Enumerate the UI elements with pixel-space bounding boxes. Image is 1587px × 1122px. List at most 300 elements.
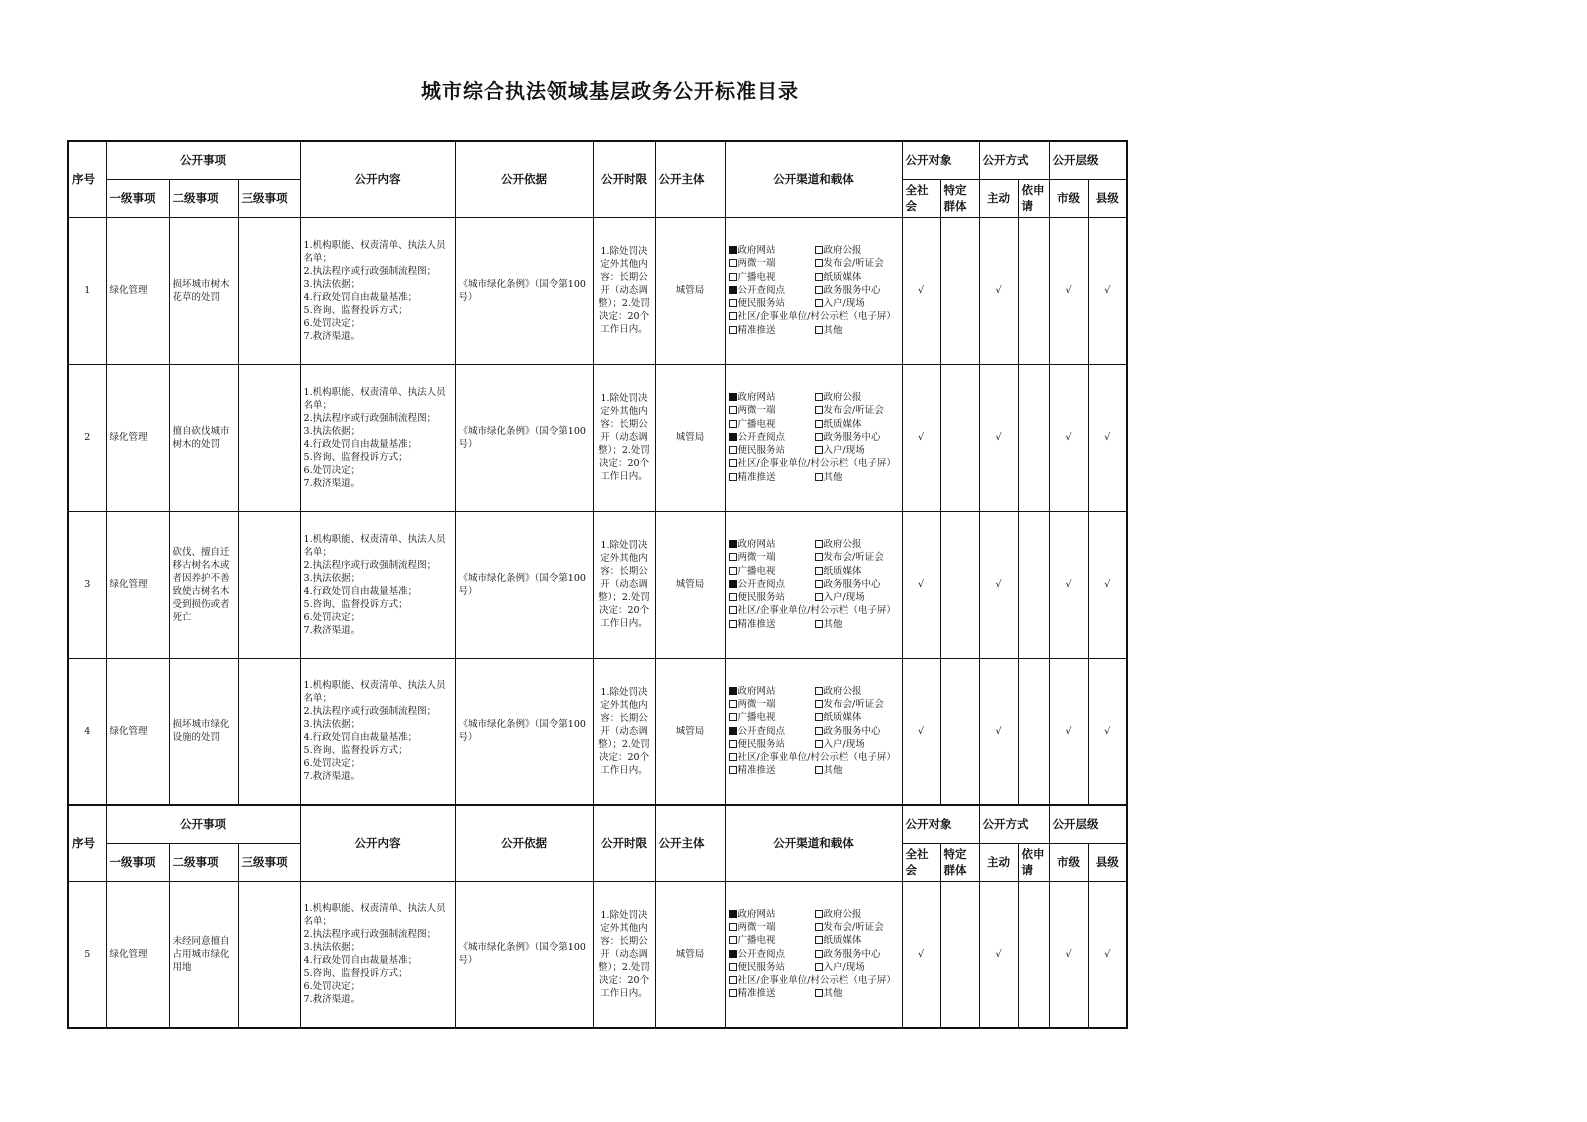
channel-option-paper-media [815, 418, 901, 431]
unchecked-box-icon [729, 753, 737, 761]
row-level3 [238, 511, 300, 658]
checked-box-icon [729, 727, 737, 735]
checked-box-icon [729, 433, 737, 441]
channel-option-label: 便民服务站 [737, 298, 786, 310]
table-row [68, 511, 1127, 658]
unchecked-box-icon [729, 420, 737, 428]
channel-option-service-center [815, 284, 901, 297]
row-subject: 城管局 [655, 364, 725, 511]
channel-option-precise-push [729, 471, 815, 484]
unchecked-box-icon [815, 540, 823, 548]
channel-option-service-center [815, 725, 901, 738]
channel-option-label: 发布会/听证会 [823, 552, 884, 564]
row-content: 1.机构职能、权责清单、执法人员名单； 2.执法程序或行政强制流程图； 3.执法依据； 4.行政处罚自由裁量基准； 5.咨询、监督投诉方式； 6.处罚决定； 7.救济渠道。 [300, 511, 455, 658]
channel-option-press [815, 921, 901, 934]
channel-option-paper-media [815, 271, 901, 284]
header-audience-all: 全社会 [902, 179, 940, 217]
channel-option-label: 政务服务中心 [823, 284, 881, 296]
row-level3 [238, 217, 300, 364]
header-method-active: 主动 [979, 843, 1018, 881]
header-seq: 序号 [68, 141, 106, 217]
channel-list [729, 538, 899, 631]
unchecked-box-icon [729, 976, 737, 984]
header-level: 公开层级 [1049, 141, 1127, 179]
header-row [68, 805, 1127, 843]
unchecked-box-icon [729, 446, 737, 454]
channel-option-door [815, 591, 901, 604]
channel-option-service-center [815, 948, 901, 961]
row-level-county: √ [1088, 658, 1127, 805]
channel-option-label: 入户/现场 [823, 445, 865, 457]
row-seq: 3 [68, 511, 106, 658]
channel-option-precise-push [729, 618, 815, 631]
channel-option-gov-gazette [815, 244, 901, 257]
channel-option-other [815, 764, 901, 777]
header-method-request: 依申请 [1018, 179, 1049, 217]
channel-option-label: 纸质媒体 [823, 271, 862, 283]
channel-option-label: 精准推送 [737, 618, 776, 630]
channel-option-reading-point [729, 431, 815, 444]
header-audience: 公开对象 [902, 805, 979, 843]
channel-option-label: 其他 [823, 765, 843, 777]
row-level1: 绿化管理 [106, 511, 169, 658]
header-content: 公开内容 [300, 141, 455, 217]
row-content: 1.机构职能、权责清单、执法人员名单； 2.执法程序或行政强制流程图； 3.执法依据； 4.行政处罚自由裁量基准； 5.咨询、监督投诉方式； 6.处罚决定； 7.救济渠道。 [300, 364, 455, 511]
header-audience: 公开对象 [902, 141, 979, 179]
unchecked-box-icon [729, 567, 737, 575]
channel-option-label: 入户/现场 [823, 961, 865, 973]
unchecked-box-icon [729, 312, 737, 320]
header-level3: 三级事项 [238, 179, 300, 217]
channel-option-convenience [729, 961, 815, 974]
channel-option-label: 精准推送 [737, 471, 776, 483]
unchecked-box-icon [729, 406, 737, 414]
channel-option-label: 纸质媒体 [823, 565, 862, 577]
channel-option-label: 发布会/听证会 [823, 405, 884, 417]
channel-option-reading-point [729, 948, 815, 961]
channel-option-service-center [815, 431, 901, 444]
unchecked-box-icon [815, 446, 823, 454]
row-basis: 《城市绿化条例》（国令第100号） [455, 658, 593, 805]
channel-option-other [815, 618, 901, 631]
row-level2: 擅自砍伐城市树木的处罚 [169, 364, 238, 511]
unchecked-box-icon [815, 299, 823, 307]
channel-option-service-center [815, 578, 901, 591]
channel-option-label: 广播电视 [737, 565, 776, 577]
channel-option-gov-site [729, 244, 815, 257]
channel-option-community [729, 457, 901, 470]
checked-box-icon [729, 580, 737, 588]
channel-option-label: 公开查阅点 [737, 284, 786, 296]
row-basis: 《城市绿化条例》（国令第100号） [455, 217, 593, 364]
channel-option-label: 入户/现场 [823, 298, 865, 310]
row-subject: 城管局 [655, 658, 725, 805]
header-level-city: 市级 [1049, 179, 1088, 217]
header-level2: 二级事项 [169, 179, 238, 217]
channel-option-label: 便民服务站 [737, 592, 786, 604]
row-level1: 绿化管理 [106, 658, 169, 805]
unchecked-box-icon [729, 326, 737, 334]
row-time-limit: 1.除处罚决定外其他内容：长期公开（动态调整）；2.处罚决定：20个工作日内。 [593, 881, 655, 1028]
header-level-city: 市级 [1049, 843, 1088, 881]
channel-option-precise-push [729, 764, 815, 777]
unchecked-box-icon [815, 553, 823, 561]
unchecked-box-icon [815, 286, 823, 294]
channel-option-label: 精准推送 [737, 765, 776, 777]
channel-option-broadcast [729, 565, 815, 578]
channel-option-label: 政府公报 [823, 538, 862, 550]
header-level-county: 县级 [1088, 843, 1127, 881]
row-level1: 绿化管理 [106, 881, 169, 1028]
row-subject: 城管局 [655, 881, 725, 1028]
header-level1: 一级事项 [106, 179, 169, 217]
channel-option-label: 社区/企事业单位/村公示栏（电子屏） [737, 605, 896, 617]
channel-option-label: 便民服务站 [737, 961, 786, 973]
channel-list [729, 908, 899, 1001]
checked-box-icon [729, 540, 737, 548]
channel-option-label: 政府公报 [823, 391, 862, 403]
unchecked-box-icon [729, 553, 737, 561]
channel-option-label: 政务服务中心 [823, 725, 881, 737]
unchecked-box-icon [729, 606, 737, 614]
header-level2: 二级事项 [169, 843, 238, 881]
unchecked-box-icon [815, 950, 823, 958]
header-content: 公开内容 [300, 805, 455, 881]
channel-option-broadcast [729, 418, 815, 431]
channel-option-label: 入户/现场 [823, 592, 865, 604]
channel-option-label: 两微一端 [737, 699, 776, 710]
row-audience-all: √ [902, 881, 940, 1028]
row-time-limit: 1.除处罚决定外其他内容：长期公开（动态调整）；2.处罚决定：20个工作日内。 [593, 364, 655, 511]
header-method-request: 依申请 [1018, 843, 1049, 881]
channel-option-door [815, 444, 901, 457]
channel-option-label: 两微一端 [737, 552, 776, 564]
row-method-request [1018, 364, 1049, 511]
unchecked-box-icon [815, 910, 823, 918]
row-method-active: √ [979, 364, 1018, 511]
channel-option-label: 政府网站 [737, 908, 776, 920]
channel-cell [725, 217, 902, 364]
row-subject: 城管局 [655, 511, 725, 658]
channel-option-door [815, 961, 901, 974]
header-level3: 三级事项 [238, 843, 300, 881]
channel-option-label: 广播电视 [737, 712, 776, 724]
channel-option-broadcast [729, 934, 815, 947]
unchecked-box-icon [729, 989, 737, 997]
table-row [68, 881, 1127, 1028]
channel-option-two-micro [729, 551, 815, 564]
channel-option-paper-media [815, 711, 901, 724]
channel-option-reading-point [729, 578, 815, 591]
header-time-limit: 公开时限 [593, 805, 655, 881]
channel-option-reading-point [729, 725, 815, 738]
channel-option-other [815, 471, 901, 484]
row-level3 [238, 658, 300, 805]
channel-option-two-micro [729, 257, 815, 270]
channel-cell [725, 364, 902, 511]
channel-option-precise-push [729, 987, 815, 1000]
channel-option-label: 两微一端 [737, 258, 776, 270]
row-content: 1.机构职能、权责清单、执法人员名单； 2.执法程序或行政强制流程图； 3.执法依据； 4.行政处罚自由裁量基准； 5.咨询、监督投诉方式； 6.处罚决定； 7.救济渠道。 [300, 217, 455, 364]
row-level2: 损坏城市绿化设施的处罚 [169, 658, 238, 805]
channel-option-community [729, 751, 901, 764]
row-audience-specific [940, 658, 979, 805]
unchecked-box-icon [729, 936, 737, 944]
header-method: 公开方式 [979, 141, 1049, 179]
header-channel: 公开渠道和载体 [725, 805, 902, 881]
channel-cell [725, 881, 902, 1028]
unchecked-box-icon [729, 473, 737, 481]
channel-option-label: 社区/企事业单位/村公示栏（电子屏） [737, 458, 896, 470]
header-seq: 序号 [68, 805, 106, 881]
channel-option-other [815, 324, 901, 337]
row-level2: 未经同意擅自占用城市绿化用地 [169, 881, 238, 1028]
unchecked-box-icon [815, 246, 823, 254]
row-time-limit: 1.除处罚决定外其他内容：长期公开（动态调整）；2.处罚决定：20个工作日内。 [593, 658, 655, 805]
channel-cell [725, 511, 902, 658]
channel-option-label: 精准推送 [737, 324, 776, 336]
unchecked-box-icon [815, 593, 823, 601]
row-seq: 1 [68, 217, 106, 364]
row-method-request [1018, 511, 1049, 658]
row-seq: 4 [68, 658, 106, 805]
channel-option-label: 政务服务中心 [823, 431, 881, 443]
unchecked-box-icon [815, 740, 823, 748]
channel-option-label: 政府网站 [737, 244, 776, 256]
channel-option-gov-site [729, 538, 815, 551]
row-basis: 《城市绿化条例》（国令第100号） [455, 511, 593, 658]
channel-option-label: 便民服务站 [737, 738, 786, 750]
channel-option-label: 社区/企事业单位/村公示栏（电子屏） [737, 311, 896, 323]
header-basis: 公开依据 [455, 805, 593, 881]
row-method-active: √ [979, 881, 1018, 1028]
row-seq: 2 [68, 364, 106, 511]
channel-option-label: 广播电视 [737, 935, 776, 947]
channel-option-label: 公开查阅点 [737, 948, 786, 960]
channel-option-label: 政府网站 [737, 685, 776, 697]
channel-option-community [729, 974, 901, 987]
row-level-city: √ [1049, 658, 1088, 805]
channel-option-label: 发布会/听证会 [823, 922, 884, 933]
channel-option-paper-media [815, 565, 901, 578]
channel-option-door [815, 297, 901, 310]
header-channel: 公开渠道和载体 [725, 141, 902, 217]
row-time-limit: 1.除处罚决定外其他内容：长期公开（动态调整）；2.处罚决定：20个工作日内。 [593, 217, 655, 364]
channel-option-label: 公开查阅点 [737, 725, 786, 737]
row-method-active: √ [979, 511, 1018, 658]
channel-option-door [815, 738, 901, 751]
channel-option-convenience [729, 591, 815, 604]
unchecked-box-icon [815, 393, 823, 401]
channel-option-label: 政府网站 [737, 538, 776, 550]
unchecked-box-icon [815, 620, 823, 628]
unchecked-box-icon [815, 923, 823, 931]
channel-option-two-micro [729, 921, 815, 934]
row-audience-all: √ [902, 364, 940, 511]
channel-option-label: 社区/企事业单位/村公示栏（电子屏） [737, 975, 896, 987]
row-level-city: √ [1049, 511, 1088, 658]
unchecked-box-icon [815, 433, 823, 441]
channel-option-gov-gazette [815, 908, 901, 921]
unchecked-box-icon [729, 273, 737, 281]
checked-box-icon [729, 393, 737, 401]
unchecked-box-icon [729, 713, 737, 721]
unchecked-box-icon [729, 259, 737, 267]
unchecked-box-icon [815, 936, 823, 944]
row-level-county: √ [1088, 217, 1127, 364]
channel-option-convenience [729, 297, 815, 310]
channel-option-label: 广播电视 [737, 418, 776, 430]
channel-cell [725, 658, 902, 805]
unchecked-box-icon [815, 420, 823, 428]
unchecked-box-icon [815, 963, 823, 971]
unchecked-box-icon [815, 326, 823, 334]
row-subject: 城管局 [655, 217, 725, 364]
channel-option-label: 其他 [823, 988, 843, 1000]
channel-option-reading-point [729, 284, 815, 297]
channel-option-paper-media [815, 934, 901, 947]
unchecked-box-icon [815, 259, 823, 267]
unchecked-box-icon [815, 406, 823, 414]
header-time-limit: 公开时限 [593, 141, 655, 217]
row-level-city: √ [1049, 881, 1088, 1028]
catalog-table [67, 140, 1128, 1029]
channel-option-label: 政府公报 [823, 244, 862, 256]
channel-option-label: 两微一端 [737, 405, 776, 417]
channel-list [729, 685, 899, 778]
row-level1: 绿化管理 [106, 364, 169, 511]
channel-option-label: 广播电视 [737, 271, 776, 283]
channel-option-label: 发布会/听证会 [823, 258, 884, 270]
row-method-active: √ [979, 217, 1018, 364]
unchecked-box-icon [815, 700, 823, 708]
unchecked-box-icon [729, 740, 737, 748]
table-row [68, 364, 1127, 511]
header-items-group: 公开事项 [106, 805, 300, 843]
header-level: 公开层级 [1049, 805, 1127, 843]
row-level3 [238, 881, 300, 1028]
unchecked-box-icon [729, 593, 737, 601]
header-method: 公开方式 [979, 805, 1049, 843]
channel-option-label: 发布会/听证会 [823, 699, 884, 710]
channel-option-press [815, 698, 901, 711]
row-content: 1.机构职能、权责清单、执法人员名单； 2.执法程序或行政强制流程图； 3.执法依据； 4.行政处罚自由裁量基准； 5.咨询、监督投诉方式； 6.处罚决定； 7.救济渠道。 [300, 881, 455, 1028]
channel-option-gov-site [729, 685, 815, 698]
row-time-limit: 1.除处罚决定外其他内容：长期公开（动态调整）；2.处罚决定：20个工作日内。 [593, 511, 655, 658]
unchecked-box-icon [815, 713, 823, 721]
channel-option-label: 入户/现场 [823, 738, 865, 750]
unchecked-box-icon [729, 766, 737, 774]
unchecked-box-icon [815, 580, 823, 588]
channel-option-label: 公开查阅点 [737, 578, 786, 590]
row-audience-all: √ [902, 217, 940, 364]
channel-option-two-micro [729, 698, 815, 711]
channel-option-press [815, 257, 901, 270]
channel-option-label: 纸质媒体 [823, 418, 862, 430]
channel-option-gov-gazette [815, 538, 901, 551]
unchecked-box-icon [729, 620, 737, 628]
row-content: 1.机构职能、权责清单、执法人员名单； 2.执法程序或行政强制流程图； 3.执法依据； 4.行政处罚自由裁量基准； 5.咨询、监督投诉方式； 6.处罚决定； 7.救济渠道。 [300, 658, 455, 805]
row-audience-all: √ [902, 658, 940, 805]
channel-option-label: 政府公报 [823, 908, 862, 920]
channel-option-broadcast [729, 271, 815, 284]
unchecked-box-icon [815, 989, 823, 997]
channel-option-label: 纸质媒体 [823, 935, 862, 947]
row-level1: 绿化管理 [106, 217, 169, 364]
channel-option-label: 其他 [823, 471, 843, 483]
unchecked-box-icon [815, 687, 823, 695]
row-level2: 损坏城市树木花草的处罚 [169, 217, 238, 364]
channel-option-label: 政府网站 [737, 391, 776, 403]
channel-option-label: 纸质媒体 [823, 712, 862, 724]
channel-option-label: 政务服务中心 [823, 578, 881, 590]
row-level-county: √ [1088, 511, 1127, 658]
channel-option-community [729, 310, 901, 323]
channel-option-label: 精准推送 [737, 988, 776, 1000]
header-audience-all: 全社会 [902, 843, 940, 881]
channel-option-label: 社区/企事业单位/村公示栏（电子屏） [737, 752, 896, 764]
header-subject: 公开主体 [655, 805, 725, 881]
channel-option-two-micro [729, 404, 815, 417]
row-audience-specific [940, 364, 979, 511]
row-level-city: √ [1049, 364, 1088, 511]
unchecked-box-icon [729, 923, 737, 931]
row-level-county: √ [1088, 364, 1127, 511]
row-method-request [1018, 881, 1049, 1028]
unchecked-box-icon [815, 473, 823, 481]
row-audience-specific [940, 217, 979, 364]
header-audience-specific: 特定群体 [940, 179, 979, 217]
checked-box-icon [729, 286, 737, 294]
channel-option-broadcast [729, 711, 815, 724]
channel-list [729, 391, 899, 484]
unchecked-box-icon [815, 567, 823, 575]
channel-option-label: 便民服务站 [737, 445, 786, 457]
channel-option-label: 其他 [823, 324, 843, 336]
channel-option-press [815, 404, 901, 417]
header-level-county: 县级 [1088, 179, 1127, 217]
channel-option-press [815, 551, 901, 564]
channel-option-precise-push [729, 324, 815, 337]
header-subject: 公开主体 [655, 141, 725, 217]
row-method-active: √ [979, 658, 1018, 805]
row-basis: 《城市绿化条例》（国令第100号） [455, 881, 593, 1028]
channel-option-label: 其他 [823, 618, 843, 630]
channel-option-label: 公开查阅点 [737, 431, 786, 443]
row-method-request [1018, 658, 1049, 805]
channel-option-label: 政府公报 [823, 685, 862, 697]
checked-box-icon [729, 910, 737, 918]
header-basis: 公开依据 [455, 141, 593, 217]
header-audience-specific: 特定群体 [940, 843, 979, 881]
channel-option-label: 政务服务中心 [823, 948, 881, 960]
channel-option-gov-site [729, 908, 815, 921]
row-audience-all: √ [902, 511, 940, 658]
row-method-request [1018, 217, 1049, 364]
row-audience-specific [940, 881, 979, 1028]
header-level1: 一级事项 [106, 843, 169, 881]
channel-option-gov-gazette [815, 391, 901, 404]
unchecked-box-icon [815, 273, 823, 281]
unchecked-box-icon [729, 299, 737, 307]
checked-box-icon [729, 950, 737, 958]
unchecked-box-icon [729, 700, 737, 708]
unchecked-box-icon [815, 766, 823, 774]
channel-option-gov-gazette [815, 685, 901, 698]
channel-option-gov-site [729, 391, 815, 404]
row-basis: 《城市绿化条例》（国令第100号） [455, 364, 593, 511]
unchecked-box-icon [815, 727, 823, 735]
